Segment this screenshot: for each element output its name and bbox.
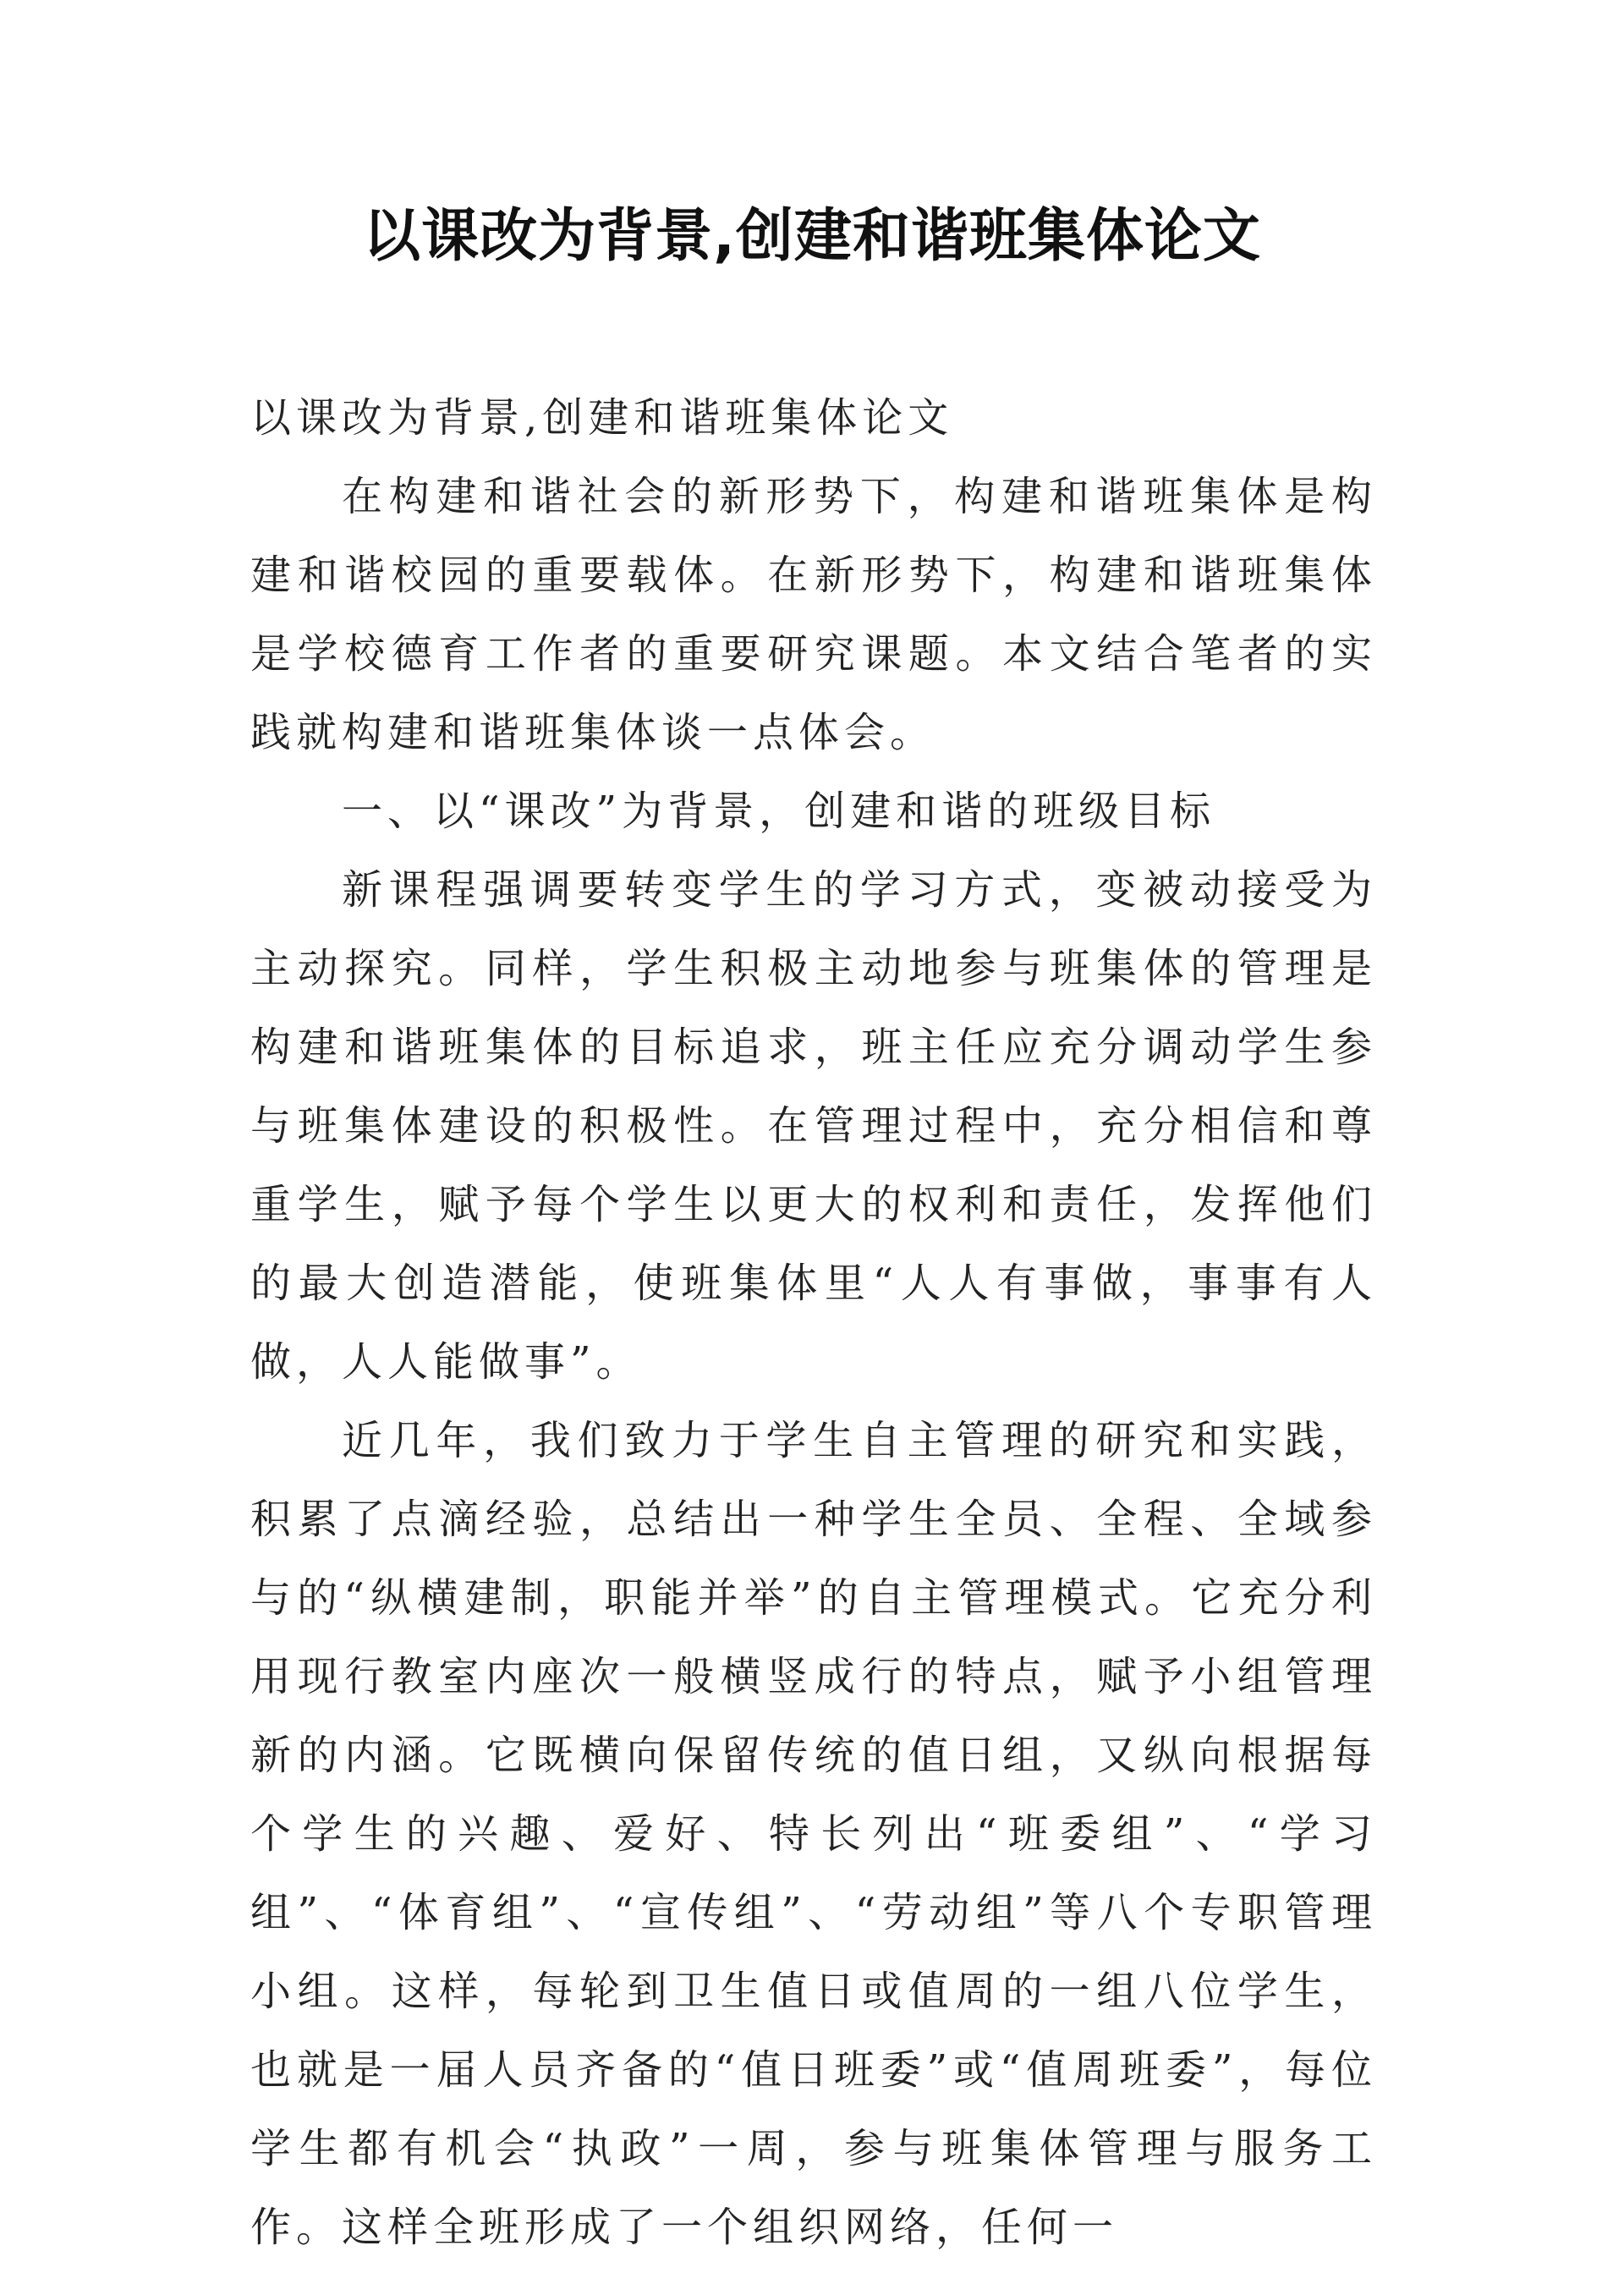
paragraph-intro: 在构建和谐社会的新形势下，构建和谐班集体是构建和谐校园的重要载体。在新形势下，构建和谐班集体是学校德育工作者的重要研究课题。本文结合笔者的实践就构建和谐班集体谈一点体会。 bbox=[250, 473, 1377, 756]
paragraph-self-management: 近几年，我们致力于学生自主管理的研究和实践，积累了点滴经验，总结出一种学生全员、全程、全域参与的“纵横建制，职能并举”的自主管理模式。它充分利用现行教室内座次一般横竖成行的特点，赋予小组管理新的内涵。它既横向保留传统的值日组，又纵向根据每个学生的兴趣、爱好、特长列出“班委组”、“学习组”、“体育组”、“宣传组”、“劳动组”等八个专职管理小组。这样，每轮到卫生值日或值周的一组八位学生，也就是一届人员齐备的“值日班委”或“值周班委”，每位学生都有机会“执政”一周，参与班集体管理与服务工作。这样全班形成了一个组织网络，任何一 bbox=[250, 1417, 1377, 2251]
document-title: 以课改为背景,创建和谐班集体论文 bbox=[363, 203, 1261, 270]
section-heading-1: 一、以“课改”为背景，创建和谐的班级目标 bbox=[342, 788, 1216, 835]
paragraph-new-curriculum: 新课程强调要转变学生的学习方式，变被动接受为主动探究。同样，学生积极主动地参与班集体的管理是构建和谐班集体的目标追求，班主任应充分调动学生参与班集体建设的积极性。在管理过程中，充分相信和尊重学生，赋予每个学生以更大的权利和责任，发挥他们的最大创造潜能，使班集体里“人人有事做，事事有人做，人人能做事”。 bbox=[250, 866, 1377, 1386]
subtitle-line: 以课改为背景,创建和谐班集体论文 bbox=[250, 394, 954, 442]
document-body bbox=[250, 379, 1377, 2267]
